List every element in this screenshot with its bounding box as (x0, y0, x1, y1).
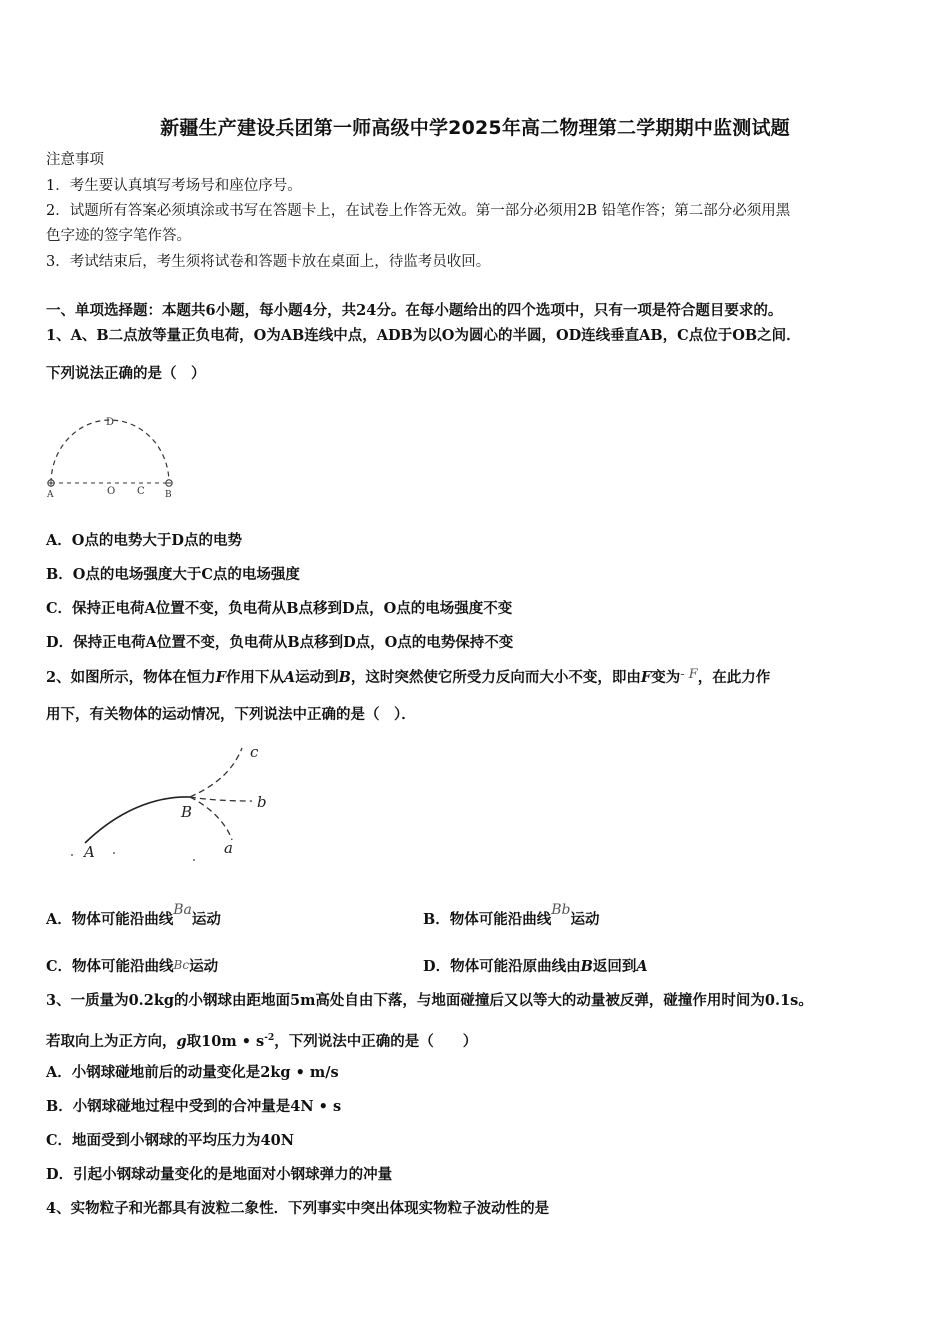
q2-curve-bb: Bb (551, 902, 571, 918)
curve-ab (85, 797, 193, 843)
q2-curve-ba: Ba (173, 902, 192, 918)
q1-option-d[interactable]: D．保持正电荷A位置不变，负电荷从B点移到D点，O点的电势保持不变 (46, 634, 514, 651)
q3-stem-line1: 3、一质量为0.2kg的小钢球由距地面5m高处自由下落，与地面碰撞后又以等大的动量被反弹，碰撞作用时间为0.1s。 (46, 992, 813, 1009)
q2-opt-c-text: 运动 (189, 958, 219, 975)
q2-text: 作用下从 (225, 669, 284, 686)
label-a: A (47, 490, 54, 500)
q2-stem-line2: 用下，有关物体的运动情况，下列说法中正确的是（ ）． (46, 706, 416, 723)
q2-trajectory-figure (64, 740, 284, 865)
q3-option-c[interactable]: C．地面受到小钢球的平均压力为40N (46, 1132, 294, 1149)
label-b-upper: B (181, 803, 193, 821)
q2-opt-a-text: 运动 (191, 911, 221, 928)
q1-stem-line2: 下列说法正确的是（ ） (46, 365, 206, 382)
q2-var-b: B (338, 669, 351, 686)
q2-opt-d-var-b: B (580, 958, 593, 975)
q3-text: 若取向上为正方向， (46, 1032, 177, 1050)
q2-option-c[interactable] (46, 957, 906, 977)
q2-text: 运动到 (295, 669, 339, 686)
dot (113, 852, 115, 854)
q2-opt-d-text: 返回到 (592, 958, 637, 975)
q4-stem: 4、实物粒子和光都具有波粒二象性．下列事实中突出体现实物粒子波动性的是 (46, 1200, 550, 1217)
q2-opt-b-text: 运动 (570, 911, 600, 928)
q2-text: ，在此力作 (697, 669, 771, 686)
q3-var-g: g (176, 1032, 187, 1050)
q1-semicircle-figure (40, 408, 190, 500)
section-heading: 一、单项选择题：本题共6小题，每小题4分，共24分。在每小题给出的四个选项中，只有一项是符合题目要求的。 (46, 302, 783, 319)
label-c-lower: c (250, 743, 259, 761)
q2-curve-bc: Bc (173, 958, 190, 972)
q2-opt-c-text: C．物体可能沿曲线 (46, 958, 174, 975)
q2-stem-line1 (46, 668, 906, 689)
q2-text: ，这时突然使它所受力反向而大小不变，即由 (350, 669, 641, 686)
q1-stem-line1: 1、A、B二点放等量正负电荷，O为AB连线中点，ADB为以O为圆心的半圆，OD连线垂直AB，C点位于OB之间． (46, 327, 801, 344)
q2-text: 变为 (651, 669, 681, 686)
q2-option-a[interactable] (46, 902, 906, 930)
q3-option-d[interactable]: D．引起小钢球动量变化的是地面对小钢球弹力的冲量 (46, 1166, 393, 1183)
q2-opt-a-text: A．物体可能沿曲线 (46, 911, 174, 928)
q2-opt-d-var-a: A (636, 958, 648, 975)
q1-option-a[interactable]: A．O点的电势大于D点的电势 (46, 532, 242, 549)
q3-stem-line2 (46, 1028, 906, 1052)
label-b: B (165, 490, 172, 500)
q2-var-f: F (215, 669, 226, 686)
notice-heading: 注意事项 (46, 152, 104, 168)
q2-opt-b-text: B．物体可能沿曲线 (423, 911, 552, 928)
label-c: C (137, 486, 145, 497)
dot (71, 854, 73, 856)
q2-var-a: A (283, 669, 296, 686)
q3-option-b[interactable]: B．小钢球碰地过程中受到的合冲量是4N • s (46, 1098, 342, 1115)
q2-var-f: F (640, 669, 652, 686)
q2-text: 2、如图所示，物体在恒力 (46, 669, 216, 686)
label-a-upper: A (84, 843, 95, 861)
page-title: 新疆生产建设兵团第一师高级中学2025年高二物理第二学期期中监测试题 (160, 117, 790, 139)
label-d: D (106, 417, 115, 428)
q2-option-b[interactable] (423, 902, 600, 930)
q3-option-a[interactable]: A．小钢球碰地前后的动量变化是2kg • m/s (46, 1064, 339, 1081)
q1-option-c[interactable]: C．保持正电荷A位置不变，负电荷从B点移到D点，O点的电场强度不变 (46, 600, 513, 617)
q3-text: ，下列说法中正确的是（ ） (274, 1032, 478, 1050)
notice-item: 2．试题所有答案必须填涂或书写在答题卡上，在试卷上作答无效。第一部分必须用2B 铅笔作答；第二部分必须用黑 (46, 203, 791, 219)
notice-item: 色字迹的签字笔作答。 (46, 228, 191, 244)
semicircle-arc (51, 420, 169, 483)
notice-item: 1．考生要认真填写考场号和座位序号。 (46, 178, 302, 194)
label-o: O (107, 486, 116, 497)
curve-bc (190, 748, 242, 797)
q2-neg-f: - F (680, 667, 698, 682)
q3-text: 取10m • s (186, 1032, 265, 1050)
q3-exponent: -2 (264, 1033, 275, 1043)
label-b-lower: b (257, 793, 267, 811)
q2-opt-d-text: D．物体可能沿原曲线由 (423, 958, 581, 975)
label-a-lower: a (224, 839, 233, 857)
dot (193, 859, 195, 861)
q2-option-d[interactable] (423, 957, 648, 977)
curve-ba (190, 797, 232, 840)
curve-bb (190, 797, 252, 801)
q1-option-b[interactable]: B．O点的电场强度大于C点的电场强度 (46, 566, 300, 583)
notice-item: 3．考试结束后，考生须将试卷和答题卡放在桌面上，待监考员收回。 (46, 254, 491, 270)
